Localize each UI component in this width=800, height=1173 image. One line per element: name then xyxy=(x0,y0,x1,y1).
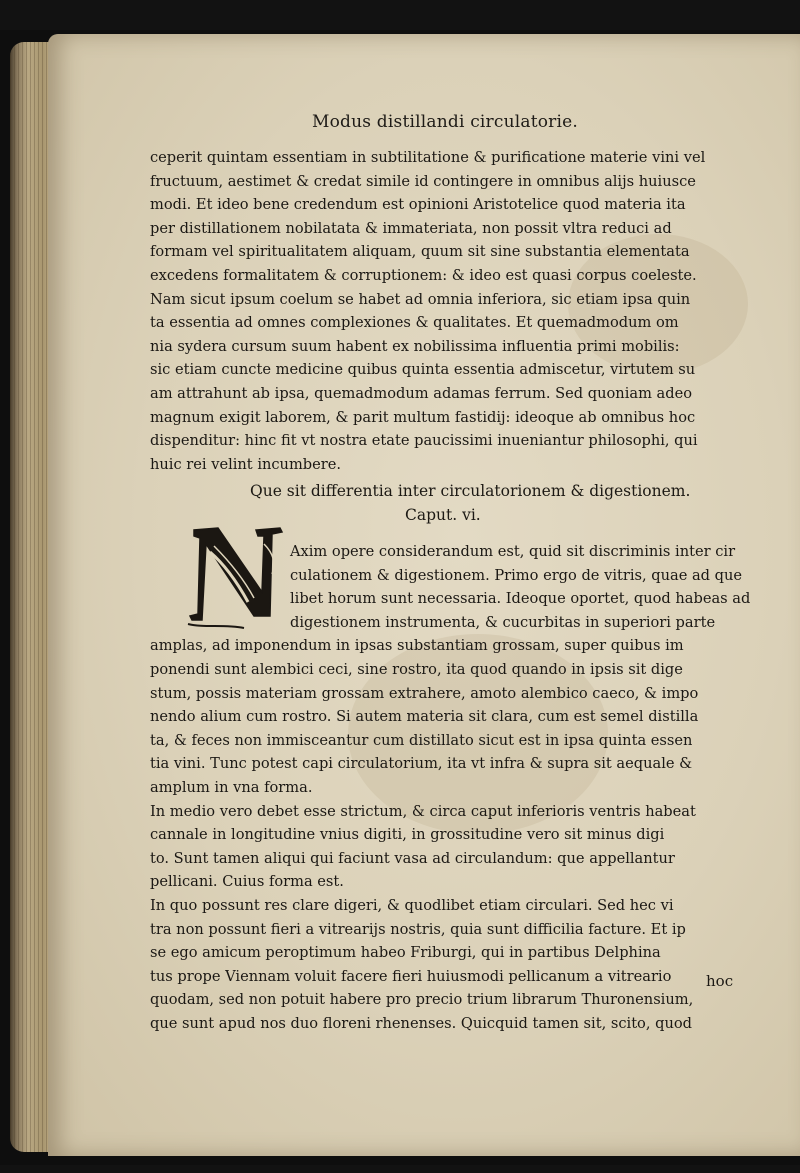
text-line: digestionem instrumenta, & cucurbitas in superiori parte xyxy=(290,613,716,631)
book-spread xyxy=(0,30,800,1165)
text-line: per distillationem nobilatata & immateriata, non possit vltra reduci ad xyxy=(150,219,672,237)
text-line: am attrahunt ab ipsa, quemadmodum adamas ferrum. Sed quoniam adeo xyxy=(150,384,693,402)
text-line: ceperit quintam essentiam in subtilitatione & purificatione materie vini vel xyxy=(150,149,706,166)
text-line: dispenditur: hinc fit vt nostra etate paucissimi inueniantur philosophi, qui xyxy=(150,432,698,450)
text-line: amplas, ad imponendum in ipsas substantiam grossam, super quibus im xyxy=(150,637,684,655)
text-line: formam vel spiritualitatem aliquam, quum sit sine substantia elementata xyxy=(150,243,690,261)
text-line: pellicani. Cuius forma est. xyxy=(150,873,344,891)
chapter-number: Caput. vi. xyxy=(405,506,481,524)
text-line: to. Sunt tamen aliqui qui faciunt vasa ad circulandum: que appellantur xyxy=(150,849,675,867)
text-line: cannale in longitudine vnius digiti, in grossitudine vero sit minus digi xyxy=(150,826,665,844)
text-line: ta essentia ad omnes complexiones & qualitates. Et quemadmodum om xyxy=(150,314,679,332)
text-line: excedens formalitatem & corruptionem: & ideo est quasi corpus coeleste. xyxy=(150,266,697,284)
catchword: hoc xyxy=(706,972,734,990)
text-line: tia vini. Tunc potest capi circulatorium, ita vt infra & supra sit aequale & xyxy=(150,755,693,773)
text-line: fructuum, aestimet & credat simile id contingere in omnibus alijs huiusce xyxy=(150,172,696,190)
chapter-title: Que sit differentia inter circulatorionem & digestionem. xyxy=(250,482,691,500)
running-header: Modus distillandi circulatorie. xyxy=(312,112,579,132)
text-line: sic etiam cuncte medicine quibus quinta essentia admiscetur, virtutem su xyxy=(150,361,696,379)
text-line: se ego amicum peroptimum habeo Friburgi, qui in partibus Delphina xyxy=(150,944,661,962)
paragraph-1 xyxy=(150,146,780,476)
paragraph-2 xyxy=(150,540,780,1035)
text-line: tra non possunt fieri a vitrearijs nostris, quia sunt difficilia facture. Et ip xyxy=(150,920,686,938)
text-line: nendo alium cum rostro. Si autem materia sit clara, cum est semel distilla xyxy=(150,708,699,726)
text-line: ponendi sunt alembici ceci, sine rostro, ita quod quando in ipsis sit dige xyxy=(150,660,683,678)
text-line: quodam, sed non potuit habere pro precio trium librarum Thuronensium, xyxy=(150,991,694,1009)
text-line: libet horum sunt necessaria. Ideoque oportet, quod habeas ad xyxy=(290,590,751,608)
text-line: modi. Et ideo bene credendum est opinioni Aristotelice quod materia ita xyxy=(150,196,686,214)
text-line: Nam sicut ipsum coelum se habet ad omnia inferiora, sic etiam ipsa quin xyxy=(150,290,691,308)
text-line: nia sydera cursum suum habent ex nobilissima influentia primi mobilis: xyxy=(150,337,680,355)
text-line: amplum in vna forma. xyxy=(150,778,313,796)
text-line: In quo possunt res clare digeri, & quodlibet etiam circulari. Sed hec vi xyxy=(150,896,674,914)
text-line: In medio vero debet esse strictum, & circa caput inferioris ventris habeat xyxy=(150,802,696,820)
text-line: magnum exigit laborem, & parit multum fastidij: ideoque ab omnibus hoc xyxy=(150,408,696,426)
text-line: tus prope Viennam voluit facere fieri huiusmodi pellicanum a vitreario xyxy=(150,967,672,985)
text-line: culationem & digestionem. Primo ergo de vitris, quae ad que xyxy=(290,566,743,584)
text-line: que sunt apud nos duo floreni rhenenses. Quicquid tamen sit, scito, quod xyxy=(150,1014,692,1032)
text-line: Axim opere considerandum est, quid sit discriminis inter cir xyxy=(290,543,736,560)
text-line: huic rei velint incumbere. xyxy=(150,455,342,473)
text-line: stum, possis materiam grossam extrahere, amoto alembico caeco, & impo xyxy=(150,684,699,702)
text-line: ta, & feces non immisceantur cum distillato sicut est in ipsa quinta essen xyxy=(150,731,693,749)
